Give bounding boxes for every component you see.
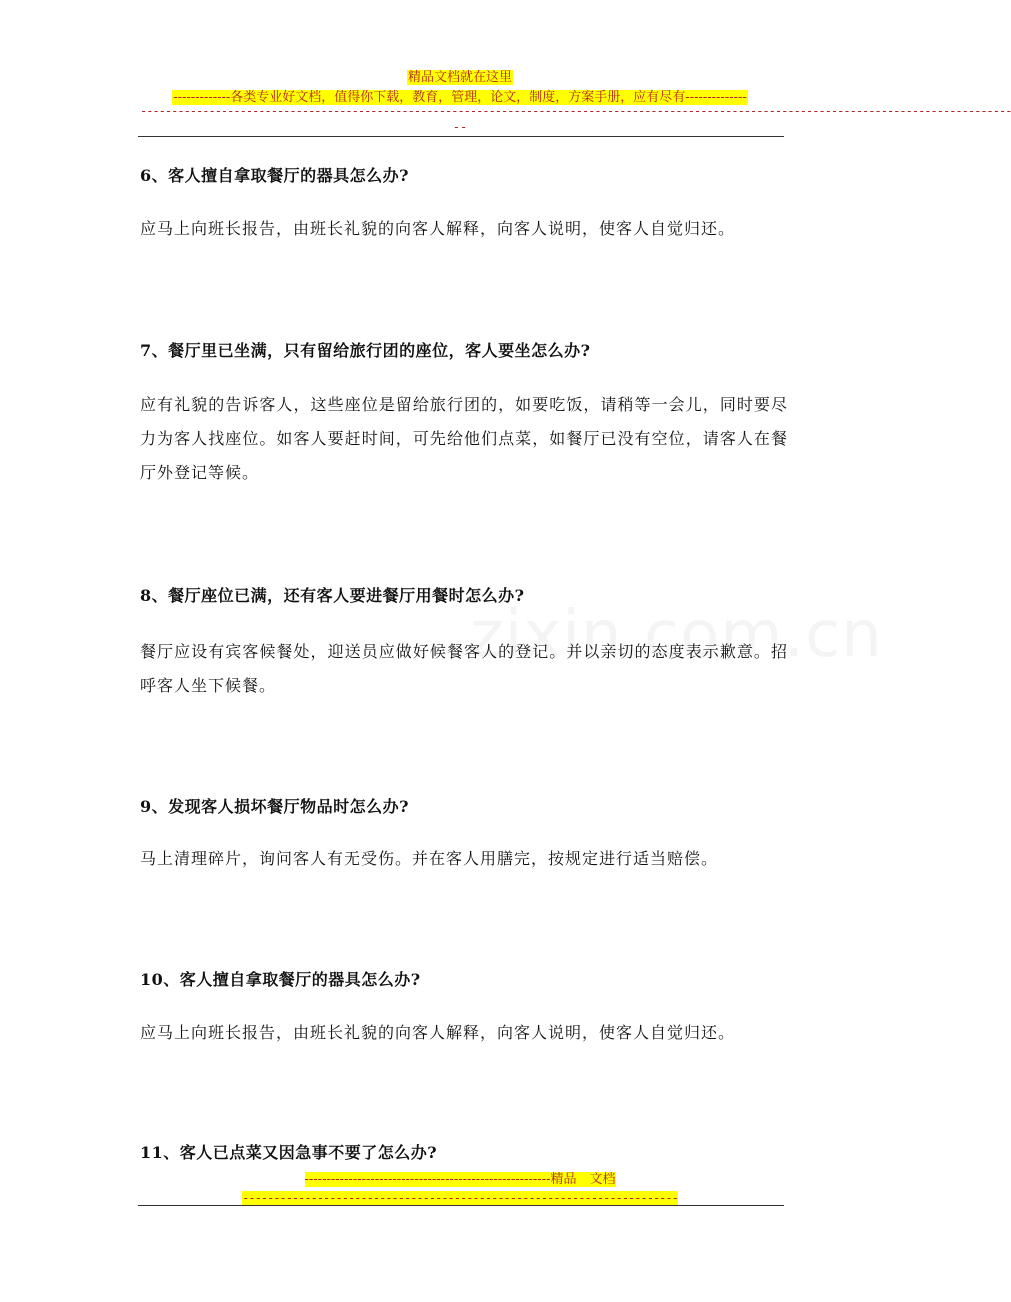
footer-line-2: ---------------------------------------------------------------------- (242, 1191, 678, 1205)
question-6: 6、客人擅自拿取餐厅的器具怎么办? (140, 166, 410, 185)
answer-9: 马上清理碎片，询问客人有无受伤。并在客人用膳完，按规定进行适当赔偿。 (140, 849, 719, 868)
answer-10: 应马上向班长报告，由班长礼貌的向客人解释，向客人说明，使客人自觉归还。 (140, 1023, 736, 1042)
header-dash-line: -------------------------------------------------------------------------------------------------------------------------------------------- (140, 104, 1011, 118)
question-10: 10、客人擅自拿取餐厅的器具怎么办? (140, 970, 421, 989)
question-11: 11、客人已点菜又因急事不要了怎么办? (140, 1143, 438, 1162)
question-9: 9、发现客人损坏餐厅物品时怎么办? (140, 797, 410, 816)
answer-8: 餐厅应设有宾客候餐处，迎送员应做好候餐客人的登记。并以亲切的态度表示歉意。招呼客人坐下候餐。 (140, 642, 788, 695)
header-dash-tail: -- (452, 120, 468, 134)
question-8: 8、餐厅座位已满，还有客人要进餐厅用餐时怎么办? (140, 586, 525, 605)
footer-rule (138, 1205, 784, 1206)
header-subtitle: -------------各类专业好文档，值得你下载，教育，管理，论文，制度，方案手册，应有尽有-------------- (173, 90, 747, 105)
header-rule (138, 136, 784, 137)
answer-7: 应有礼貌的告诉客人，这些座位是留给旅行团的，如要吃饭，请稍等一会儿，同时要尽力为客人找座位。如客人要赶时间，可先给他们点菜，如餐厅已没有空位，请客人在餐厅外登记等候。 (140, 395, 788, 482)
footer-line-1: --------------------------------------------------------精品 文档 (304, 1172, 616, 1187)
question-7: 7、餐厅里已坐满，只有留给旅行团的座位，客人要坐怎么办? (140, 341, 591, 360)
answer-6: 应马上向班长报告，由班长礼貌的向客人解释，向客人说明，使客人自觉归还。 (140, 219, 736, 238)
header-title: 精品文档就在这里 (407, 70, 512, 85)
